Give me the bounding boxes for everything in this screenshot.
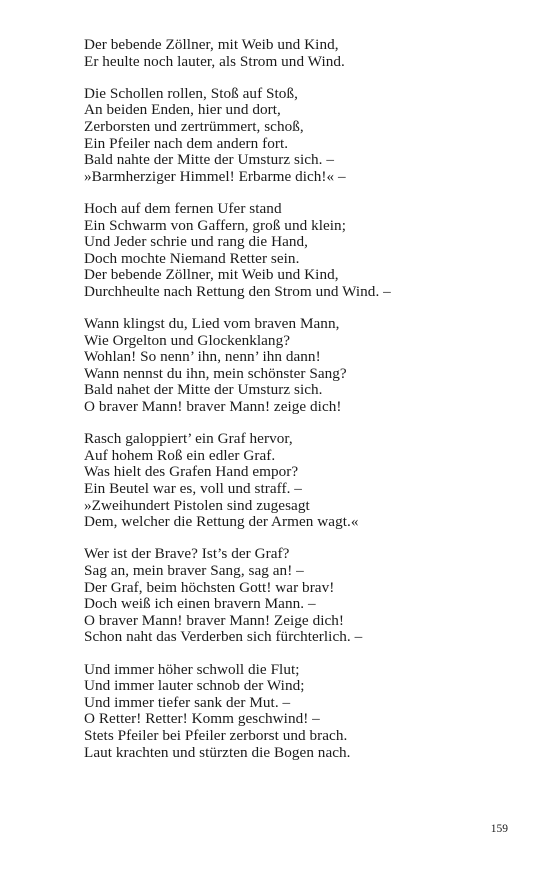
poem-line: O braver Mann! braver Mann! Zeige dich! — [84, 611, 345, 629]
poem-line: Der Graf, beim höchsten Gott! war brav! — [84, 578, 335, 596]
poem-line: Wie Orgelton und Glockenklang? — [84, 331, 291, 349]
poem-line: Und immer höher schwoll die Flut; — [84, 660, 300, 678]
poem-line: »Zweihundert Pistolen sind zugesagt — [84, 496, 310, 514]
poem-page — [84, 37, 514, 777]
page-number: 159 — [490, 823, 508, 835]
stanza — [84, 201, 514, 301]
poem-line: Auf hohem Roß ein edler Graf. — [84, 446, 276, 464]
stanza — [84, 86, 514, 186]
stanza — [84, 546, 514, 646]
poem-line: Bald nahte der Mitte der Umsturz sich. – — [84, 151, 334, 169]
poem-line: Schon naht das Verderben sich fürchterlich. – — [84, 628, 363, 646]
poem-line: Und Jeder schrie und rang die Hand, — [84, 233, 309, 251]
stanza — [84, 431, 514, 531]
poem-line: Wann nennst du ihn, mein schönster Sang? — [84, 364, 347, 382]
poem-line: Doch weiß ich einen bravern Mann. – — [84, 595, 316, 613]
poem-line: An beiden Enden, hier und dort, — [84, 101, 281, 119]
poem-line: Dem, welcher die Rettung der Armen wagt.« — [84, 513, 359, 531]
poem-line: »Barmherziger Himmel! Erbarme dich!« – — [84, 167, 346, 185]
poem-line: O braver Mann! braver Mann! zeige dich! — [84, 398, 342, 416]
poem-line: Er heulte noch lauter, als Strom und Wind. — [84, 52, 345, 70]
poem-line: Ein Schwarm von Gaffern, groß und klein; — [84, 216, 346, 234]
poem-line: Zerborsten und zertrümmert, schoß, — [84, 117, 304, 135]
poem-line: Laut krachten und stürzten die Bogen nach. — [84, 743, 351, 761]
poem-line: Rasch galoppiert’ ein Graf hervor, — [84, 430, 293, 448]
poem-line: Stets Pfeiler bei Pfeiler zerborst und brach. — [84, 726, 348, 744]
poem-line: Wohlan! So nenn’ ihn, nenn’ ihn dann! — [84, 348, 321, 366]
poem-line: Der bebende Zöllner, mit Weib und Kind, — [84, 36, 339, 53]
stanza — [84, 662, 514, 762]
poem-line: Sag an, mein braver Sang, sag an! – — [84, 562, 304, 579]
poem-line: Bald nahet der Mitte der Umsturz sich. — [84, 381, 323, 399]
poem-line: Durchheulte nach Rettung den Strom und Wind. – — [84, 282, 391, 300]
poem-line: Was hielt des Grafen Hand empor? — [84, 463, 299, 481]
poem-line: Wer ist der Brave? Ist’s der Graf? — [84, 545, 290, 563]
poem-line: Ein Pfeiler nach dem andern fort. — [84, 134, 289, 152]
stanza — [84, 316, 514, 416]
poem-line: Ein Beutel war es, voll und straff. – — [84, 480, 302, 498]
poem-line: Hoch auf dem fernen Ufer stand — [84, 199, 282, 217]
poem-line: Und immer tiefer sank der Mut. – — [84, 693, 291, 711]
stanza — [84, 37, 514, 70]
poem-line: O Retter! Retter! Komm geschwind! – — [84, 710, 320, 728]
poem-line: Der bebende Zöllner, mit Weib und Kind, — [84, 266, 339, 284]
poem-line: Doch mochte Niemand Retter sein. — [84, 249, 300, 267]
poem-line: Und immer lauter schnob der Wind; — [84, 677, 305, 695]
poem-line: Die Schollen rollen, Stoß auf Stoß, — [84, 84, 298, 102]
poem-line: Wann klingst du, Lied vom braven Mann, — [84, 315, 340, 333]
